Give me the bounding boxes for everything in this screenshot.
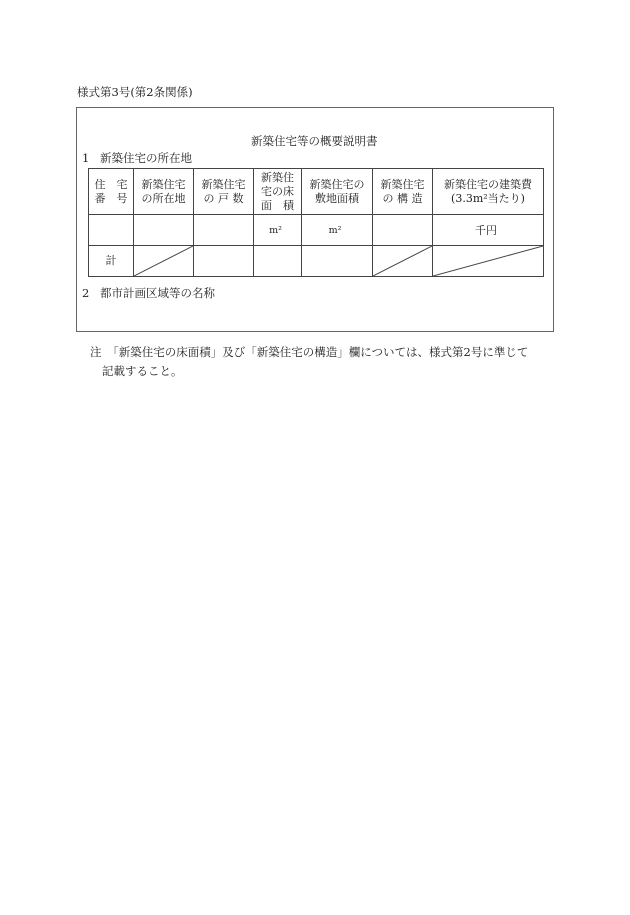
section-2-heading xyxy=(82,285,215,301)
unit-square-meter: m² xyxy=(328,224,342,236)
section-number: 2 xyxy=(82,286,90,300)
cell-floor-area[interactable] xyxy=(254,215,302,246)
total-unit-count[interactable] xyxy=(194,246,254,277)
note-marker: 注 xyxy=(90,345,102,359)
unit-square-meter: m² xyxy=(269,224,282,236)
header-construction-cost: 新築住宅の建築費 (3.3m²当たり) xyxy=(433,169,544,215)
header-house-number: 住 宅 番 号 xyxy=(89,169,134,215)
cell-structure[interactable] xyxy=(373,215,433,246)
document-title: 新築住宅等の概要説明書 xyxy=(251,134,378,148)
table-row xyxy=(89,215,544,246)
note-line-1: 「新築住宅の床面積」及び「新築住宅の構造」欄については、様式第2号に準じて xyxy=(113,345,529,359)
table-header-row xyxy=(89,169,544,215)
form-number-label: 様式第3号(第2条関係) xyxy=(77,85,193,99)
table-total-row xyxy=(89,246,544,277)
header-site-area: 新築住宅の 敷地面積 xyxy=(302,169,373,215)
section-number: 1 xyxy=(82,151,90,165)
cell-site-area[interactable] xyxy=(302,215,373,246)
header-floor-area: 新築住 宅の床 面 積 xyxy=(254,169,302,215)
diagonal-strike-icon xyxy=(373,246,432,276)
header-location: 新築住宅 の所在地 xyxy=(134,169,194,215)
cell-house-number[interactable] xyxy=(89,215,134,246)
housing-summary-table xyxy=(88,168,544,277)
section-label: 新築住宅の所在地 xyxy=(100,151,192,165)
total-structure-struck xyxy=(373,246,433,277)
diagonal-strike-icon xyxy=(134,246,193,276)
header-unit-count: 新築住宅 の 戸 数 xyxy=(194,169,254,215)
total-label: 計 xyxy=(89,246,134,277)
cell-unit-count[interactable] xyxy=(194,215,254,246)
cell-construction-cost[interactable] xyxy=(433,215,544,246)
total-floor-area[interactable] xyxy=(254,246,302,277)
unit-thousand-yen: 千円 xyxy=(475,223,497,237)
total-cost-struck xyxy=(433,246,544,277)
section-label: 都市計画区域等の名称 xyxy=(100,286,215,300)
header-structure: 新築住宅 の 構 造 xyxy=(373,169,433,215)
total-site-area[interactable] xyxy=(302,246,373,277)
footnote xyxy=(90,343,528,381)
total-location-struck xyxy=(134,246,194,277)
section-1-heading xyxy=(82,150,192,166)
diagonal-strike-icon xyxy=(433,246,543,276)
note-line-2: 記載すること。 xyxy=(102,364,183,378)
cell-location[interactable] xyxy=(134,215,194,246)
